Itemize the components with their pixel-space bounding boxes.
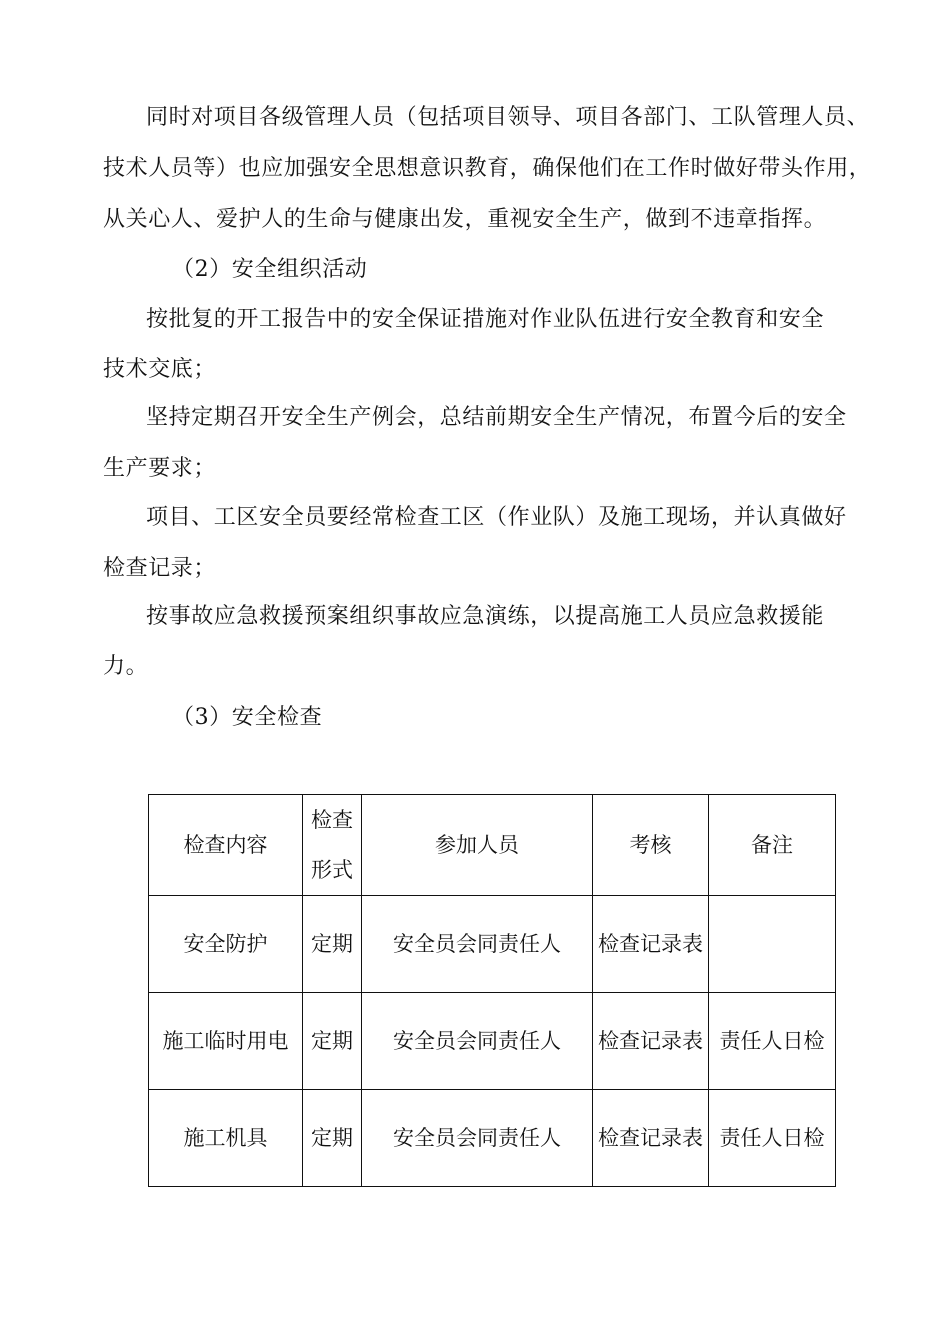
- header-cell: 考核: [593, 795, 709, 896]
- table-header-row: [149, 795, 836, 896]
- table-cell: 定期: [303, 993, 362, 1090]
- table-row: [149, 993, 836, 1090]
- paragraph-1-line-2: 技术人员等）也应加强安全思想意识教育，确保他们在工作时做好带头作用，: [103, 156, 872, 181]
- safety-check-table: [148, 794, 836, 1187]
- header-cell: 检查形式: [303, 795, 362, 896]
- table-cell: 定期: [303, 1090, 362, 1187]
- paragraph-3-line-2: 生产要求；: [103, 456, 217, 481]
- table-cell: 检查记录表: [593, 1090, 709, 1187]
- paragraph-4-line-1: 项目、工区安全员要经常检查工区（作业队）及施工现场，并认真做好: [146, 505, 847, 530]
- table-cell: 定期: [303, 896, 362, 993]
- table-cell: 责任人日检: [709, 1090, 836, 1187]
- paragraph-2-line-1: 按批复的开工报告中的安全保证措施对作业队伍进行安全教育和安全: [146, 307, 825, 332]
- section-heading-2: （2）安全组织活动: [172, 257, 368, 282]
- table-cell: 责任人日检: [709, 993, 836, 1090]
- header-cell: 备注: [709, 795, 836, 896]
- table-cell: 安全员会同责任人: [362, 1090, 593, 1187]
- table-cell: 检查记录表: [593, 896, 709, 993]
- table-row: [149, 1090, 836, 1187]
- paragraph-5-line-2: 力。: [103, 654, 149, 679]
- paragraph-2-line-2: 技术交底；: [103, 357, 217, 382]
- table-cell: 检查记录表: [593, 993, 709, 1090]
- section-heading-3: （3）安全检查: [172, 705, 323, 730]
- header-cell: 检查内容: [149, 795, 303, 896]
- table-cell: 安全员会同责任人: [362, 896, 593, 993]
- table-cell: 安全员会同责任人: [362, 993, 593, 1090]
- table-cell: 施工临时用电: [149, 993, 303, 1090]
- paragraph-3-line-1: 坚持定期召开安全生产例会，总结前期安全生产情况，布置今后的安全: [146, 405, 847, 430]
- paragraph-4-line-2: 检查记录；: [103, 556, 217, 581]
- paragraph-1-line-1: 同时对项目各级管理人员（包括项目领导、项目各部门、工队管理人员、: [146, 105, 870, 130]
- table-cell: 安全防护: [149, 896, 303, 993]
- table-row: [149, 896, 836, 993]
- paragraph-1-line-3: 从关心人、爱护人的生命与健康出发，重视安全生产，做到不违章指挥。: [103, 207, 827, 232]
- table-cell: [709, 896, 836, 993]
- header-cell: 参加人员: [362, 795, 593, 896]
- paragraph-5-line-1: 按事故应急救援预案组织事故应急演练，以提高施工人员应急救援能: [146, 604, 825, 629]
- table-cell: 施工机具: [149, 1090, 303, 1187]
